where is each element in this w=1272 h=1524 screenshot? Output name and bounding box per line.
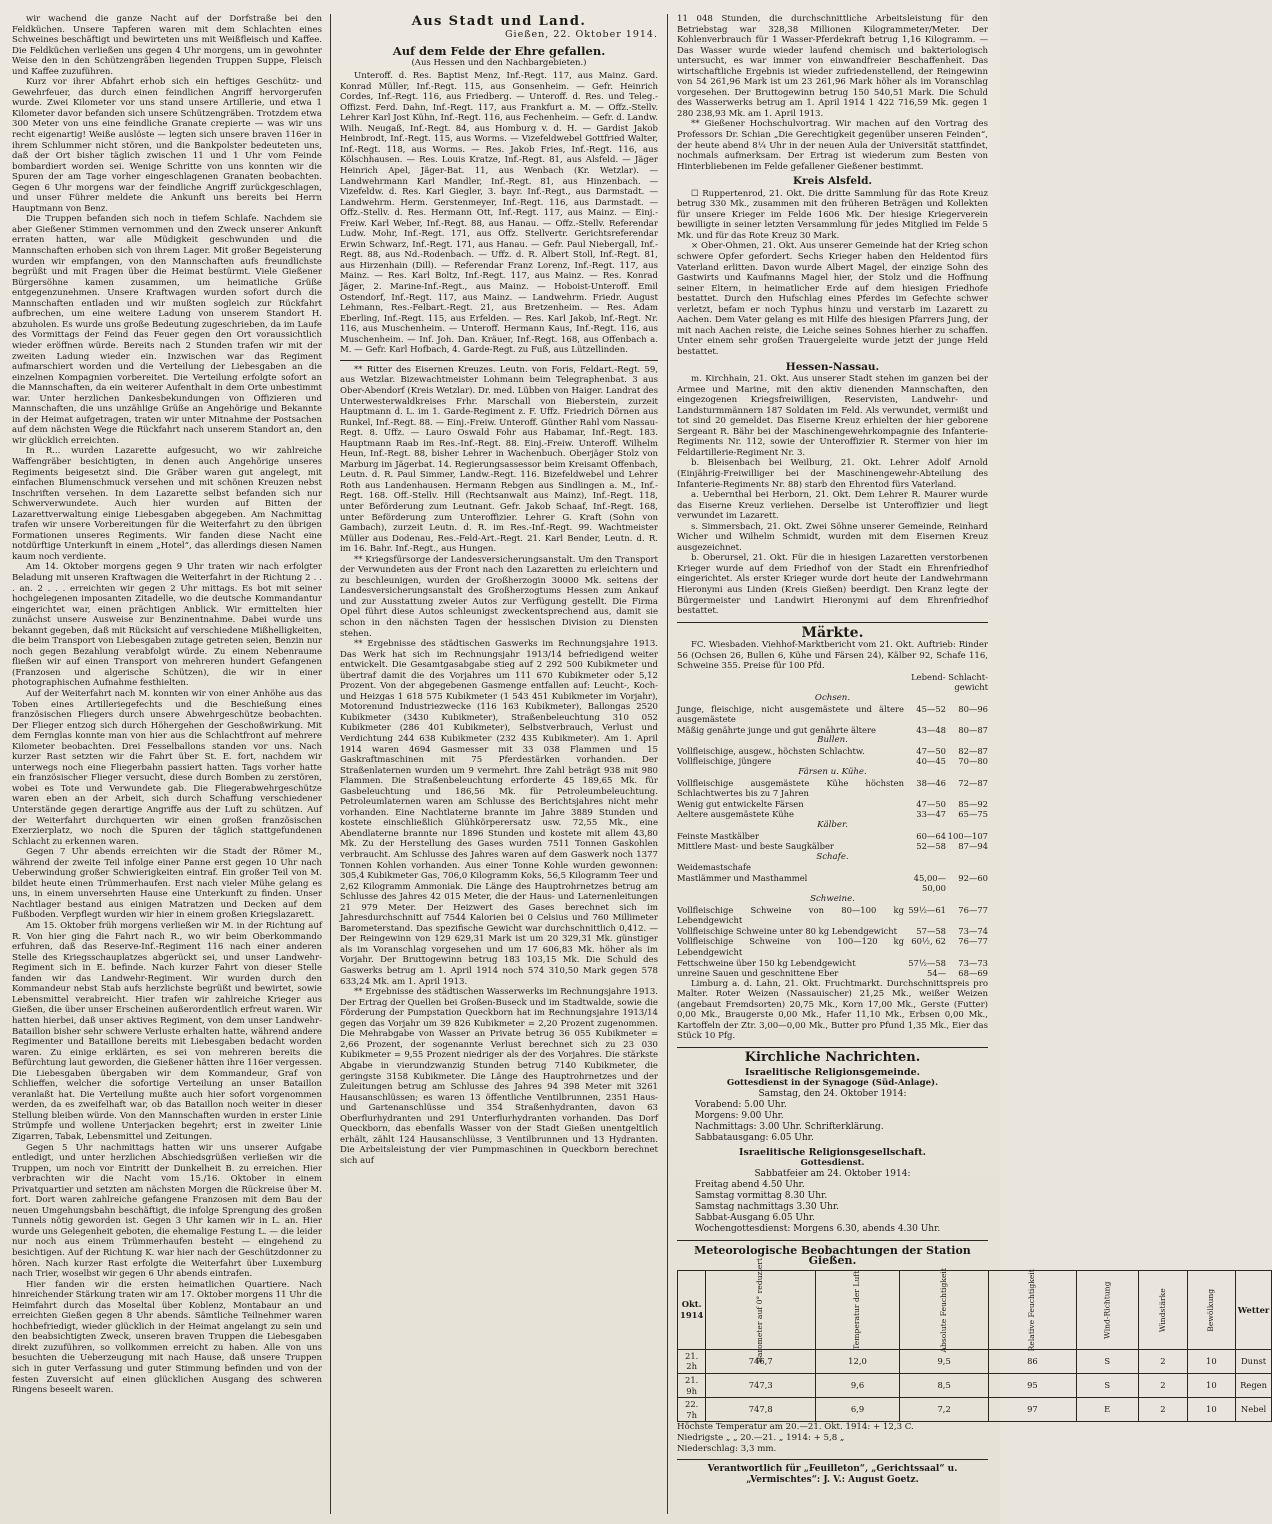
market-label: Vollfleischige Schweine unter 80 kg Lebendgewicht — [677, 925, 897, 936]
market-row — [677, 799, 988, 810]
market-label: Mittlere Mast- und beste Saugkälber — [677, 841, 834, 852]
weather-summary-line: Niederschlag: 3,3 mm. — [677, 1444, 777, 1455]
lecture-article: ** Gießener Hochschulvortrag. Wir machen auf den Vortrag des Professors Dr. Schian „Die Gerechtigkeit gegenüber unseren Feinden“, der heute abend 8¼ Uhr in der neuen Aula der Universität stattfindet, nochmals aufmerksam. Der Ertrag ist wiederum zum Besten von Hinterbliebenen im Felde gefallener Gießener bestimmt. — [677, 119, 988, 172]
service-time: Sabbat-Ausgang 6.05 Uhr. — [695, 1212, 815, 1223]
church-group-heading: Israelitische Religionsgemeinde. — [745, 1066, 920, 1078]
report-paragraph: Auf der Weiterfahrt nach M. konnten wir von einer Anhöhe aus das Toben eines Artilleriegefechts und die Beschießung eines französischen Fliegers durch unsere Abwehrgeschütze beobachten. Der Flieger entzog sich durch Höhergehen der Geschoßwirkung. Mit dem Fernglas konnte man von hier aus die Schlachtfront auf mehrere Kilometer beobachten. Drei Fesselballons standen vor uns. Nach kurzer Rast setzten wir die Fahrt über St. E. fort, nachdem wir unterwegs noch eine Fliegerbahn passiert hatten. Tags vorher hatte ein französischer Flieger versucht, diese durch Bomben zu zerstören, wobei es Tote und Verwundete gab. Die Fliegerabwehrgeschütze waren eben an der Arbeit, sich durch Schaffung verschiedener Unterstände gegen derartige Angriffe aus der Luft zu schützen. Auf der Weiterfahrt durchquerten wir einen großen französischen Exerzierplatz, wo noch die Spuren der täglich stattgefundenen Schlacht zu erkennen waren. — [12, 689, 322, 847]
market-row — [677, 936, 988, 957]
divider — [677, 1459, 988, 1460]
service-time: Vorabend: 5.00 Uhr. — [695, 1099, 787, 1110]
weather-cell: 21. 2h — [678, 1349, 706, 1373]
weather-column-header — [1235, 1270, 1272, 1349]
weather-header-label: Bewölkung — [1206, 1288, 1216, 1332]
market-label: Fettschweine über 150 kg Lebendgewicht — [677, 957, 856, 968]
weather-cell: 95 — [989, 1373, 1076, 1397]
market-live-price: 33—47 — [916, 809, 946, 820]
market-slaughter-price: 65—75 — [958, 809, 988, 820]
hessen-news — [677, 374, 988, 617]
weather-cell: 6,9 — [816, 1398, 900, 1422]
market-category: Schafe. — [816, 851, 849, 862]
market-label: Mäßig genährte junge und gut genährte ältere — [677, 724, 876, 735]
market-row — [677, 841, 988, 852]
local-news-item: b. Bleisenbach bei Weilburg, 21. Okt. Lehrer Adolf Arnold (Einjährig-Freiwilliger bei der Maschinengewehr-Abteilung des Infanterie-Regiments Nr. 88) starb den Ehrentod fürs Vaterland. — [677, 458, 988, 490]
church-group-sub: Gottesdienst. — [800, 1158, 865, 1169]
market-slaughter-price: 76—77 — [958, 936, 988, 947]
service-time: Morgens: 9.00 Uhr. — [695, 1110, 784, 1121]
markets-table — [677, 693, 988, 979]
weather-row — [678, 1398, 1272, 1422]
markets-col-header: Lebend- Schlacht- gewicht — [911, 671, 988, 693]
market-label: Vollfleischige, ausgew., höchsten Schlachtw. — [677, 745, 865, 756]
market-label: Junge, fleischige, nicht ausgemästete und ältere ausgemästete — [677, 703, 904, 725]
market-live-price: 47—50 — [916, 745, 946, 756]
market-slaughter-price: 68—69 — [958, 968, 988, 979]
weather-cell: 86 — [989, 1349, 1076, 1373]
weather-row — [678, 1349, 1272, 1373]
divider — [677, 1240, 988, 1241]
alsfeld-heading: Kreis Alsfeld. — [792, 175, 873, 188]
weather-title: Meteorologische Beobachtungen der Station Gießen. — [694, 1243, 971, 1268]
report-paragraph: Am 14. Oktober morgens gegen 9 Uhr traten wir nach erfolgter Beladung mit unseren Kraftwagen die Weiterfahrt in der Richtung 2 . . . an. 2 . . . erreichten wir gegen 2 Uhr mittags. Es bot mit seiner hochgelegenen imposanten Zitadelle, wo die deutsche Kommandantur eingerichtet war, einen prächtigen Anblick. Wir ermittelten hier zunächst unsere Ausweise zur Benzinentnahme. Dabei wurde uns bekannt gegeben, daß mit Rücksicht auf verschiedene Mißhelligkeiten, die beim Transport von Liebesgaben zutage getreten seien, Benzin nur noch gegen Bezahlung verabfolgt würde. Zu einem Nebenraume fließen wir auf einen Transport von mehreren hundert Gefangenen (Franzosen und algerische Schützen), die wir in einer photographischen Aufnahme festhielten. — [12, 562, 322, 689]
market-slaughter-price: 92—60 — [958, 872, 988, 883]
market-live-price: 60—64 — [916, 830, 946, 841]
service-time: Wochengottesdienst: Morgens 6.30, abends 4.30 Uhr. — [695, 1223, 941, 1234]
church-group-sub: Gottesdienst in der Synagoge (Süd-Anlage). — [726, 1078, 939, 1089]
limburg-market: Limburg a. d. Lahn, 21. Okt. Fruchtmarkt. Durchschnittspreis pro Malter. Roter Weizen (Nassauischer) 21,25 Mk., weißer Weizen (angebaut Fremdsorten) 20,75 Mk., Korn 17,00 Mk., Gerste (Futter) 0,00 Mk., Braugerste 0,00 Mk., Hafer 11,10 Mk., Erbsen 0,00 Mk., Kartoffeln der Ztr. 3,00—0,00 Mk., Butter pro Pfund 1,35 Mk., Eier das Stück 10 Pfg. — [677, 978, 988, 1042]
weather-cell: 7,2 — [899, 1398, 988, 1422]
market-label: unreine Sauen und geschnittene Eber — [677, 968, 839, 979]
report-paragraph: Gegen 5 Uhr nachmittags hatten wir uns unserer Aufgabe entledigt, und unter herzlichen Abschiedsgrüßen verließen wir die Truppen, um noch vor Eintritt der Dunkelheit B. zu erreichen. Hier verbrachten wir die Nacht vom 15./16. Oktober in einem Privatquartier und setzten am nächsten Morgen die Rückreise über M. fort. Dort waren zahlreiche gefangene Franzosen mit dem Bau der neuen Umgehungsbahn beschäftigt, die infolge Sprengung des großen Tunnels nötig geworden ist. Gegen 3 Uhr kamen wir in L. an. Hier wurde uns Gelegenheit geboten, die ehemalige Festung L. — die leider nur noch aus einem Trümmerhaufen besteht — eingehend zu besichtigen. Auf der Richtung K. war hier nach der Geschützdonner zu hören. Nach kurzer Rast erfolgte die Weiterfahrt über Luxemburg nach Trier, woselbst wir gegen 6 Uhr abends eintrafen. — [12, 1142, 322, 1280]
market-row — [677, 704, 988, 725]
report-paragraph: Kurz vor ihrer Abfahrt erhob sich ein heftiges Geschütz- und Gewehrfeuer, das durch einen feindlichen Angriff hervorgerufen wurde. Zwei Kilometer vor uns stand unsere Artillerie, und etwa 1 Kilometer davor befanden sich unsere Schützengräben. Trotzdem etwa 300 Meter von uns eine feindliche Granate crepierte — was wir uns recht eigenartig! Weiße auslöste — legten sich unsere braven 116er in ihrem Schlummer nicht stören, und die Bankpolster bedeuteten uns, daß der Ort bisher täglich zwischen 11 und 1 Uhr vom Feinde bombardiert worden sei. Wenige Schritte von uns konnten wir die Spuren der am Tage vorher eingeschlagenen Granaten beobachten. Gegen 6 Uhr morgens war der feindliche Angriff zurückgeschlagen, und unser Führer meldete die Ankunft uns bereits bei Herrn Hauptmann von Benz. — [12, 77, 322, 214]
market-slaughter-price: 76—77 — [958, 904, 988, 915]
local-news-item: s. Simmersbach, 21. Okt. Zwei Söhne unserer Gemeinde, Reinhard Wicher und Wilhelm Schmidt, wurden mit dem Eisernen Kreuz ausgezeichnet. — [677, 521, 988, 553]
weather-column-header — [678, 1270, 706, 1349]
weather-cell: Regen — [1235, 1373, 1272, 1397]
divider — [677, 622, 988, 623]
waterworks-article: ** Ergebnisse des städtischen Wasserwerks im Rechnungsjahre 1913. Der Ertrag der Quellen bei Großen-Buseck und im Stadtwalde, sowie die Förderung der Pumpstation Queckborn hat im Rechnungsjahre 1913/14 gegen das Vorjahr um 39 826 Kubikmeter = 2,20 Prozent zugenommen. Die Mehrabgabe von Wasser an Private betrug 36 055 Kubikmeter = 2,66 Prozent, der sogenannte Verlust berechnet sich zu 23 030 Kubikmeter = 9,55 Prozent niedriger als der des Vorjahres. Die stärkste Abgabe in vierundzwanzig Stunden betrug 7140 Kubikmeter, die geringste 3158 Kubikmeter. Die Länge des Hauptrohrnetzes und der Zuleitungen betrug am Schlusse des Jahres 94 398 Meter mit 3261 Hausanschlüssen; es waren 13 öffentliche Ventilbrunnen, 2351 Haus- und Gartenanschlüsse und 354 Straßenhydranten, davon 63 Oberflurhydranten und 291 Unterflurhydranten vorhanden. Das Dorf Queckborn, das ebenfalls Wasser von der Stadt Gießen unentgeltlich erhält, zählt 124 Hausanschlüsse, 3 Ventilbrunnen und 13 Hydranten. Die Arbeitsleistung der vier Pumpmaschinen in Queckborn berechnet sich auf — [340, 987, 658, 1166]
weather-column-header — [816, 1270, 900, 1349]
weather-header-label: Wetter — [1237, 1304, 1270, 1315]
weather-cell: 21. 9h — [678, 1373, 706, 1397]
weather-header-label: Okt. 1914 — [680, 1299, 704, 1320]
weather-table — [677, 1257, 1272, 1422]
market-slaughter-price — [946, 862, 988, 873]
local-news-item: ☐ Ruppertenrod, 21. Okt. Die dritte Sammlung für das Rote Kreuz betrug 330 Mk., zusammen mit den früheren Beträgen und Kollekten für unsere Krieger im Felde 1606 Mk. Der hiesige Kriegerverein bewilligte in seiner letzten Versammlung für jedes Mitglied im Felde 5 Mk. und für das Rote Kreuz 30 Mark. — [677, 188, 988, 241]
market-live-price: 43—48 — [916, 724, 946, 735]
weather-cell: 2 — [1138, 1373, 1187, 1397]
market-row — [677, 926, 988, 937]
markets-col-headers — [677, 672, 988, 693]
weather-header-label: Wind-Richtung — [1101, 1281, 1111, 1340]
report-paragraph: wir wachend die ganze Nacht auf der Dorfstraße bei den Feldküchen. Unsere Tapferen waren mit dem Schlachten eines Schweines beschäftigt und bewirteten uns mit Weißfleisch und Kaffee. Die Feldküchen verließen uns gegen 4 Uhr morgens, um in gewohnter Weise den in den Schützengräben liegenden Truppen Suppe, Fleisch und Kaffee zuzuführen. — [12, 14, 322, 77]
weather-summary — [677, 1422, 988, 1455]
market-live-price: 40—45 — [916, 756, 946, 767]
market-label: Mastlämmer und Masthammel — [677, 872, 808, 883]
service-time: Samstag nachmittags 3.30 Uhr. — [695, 1201, 839, 1212]
weather-column-header — [899, 1268, 988, 1353]
market-live-price — [904, 862, 946, 873]
gasworks-article: ** Ergebnisse des städtischen Gaswerks im Rechnungsjahre 1913. Das Werk hat sich im Rechnungsjahr 1913/14 befriedigend weiter entwickelt. Die Gesamtgasabgabe stieg auf 2 292 500 Kubikmeter und übertraf damit die des Vorjahres um 111 670 Kubikmeter oder 5,12 Prozent. Von der abgegebenen Gasmenge entfallen auf: Leucht-, Koch- und Heizgas 1 618 575 Kubikmeter (1 543 451 Kubikmeter im Vorjahr), Motorenund Industriezwecke (116 163 Kubikmeter), Ballongas 2520 Kubikmeter (3430 Kubikmeter), Straßenbeleuchtung 310 052 Kubikmeter (286 401 Kubikmeter), Selbstverbrauch, Verlust und Verdichtung 244 638 Kubikmeter (232 435 Kubikmeter). Am 1. April 1914 waren 4694 Gasmesser mit 33 038 Flammen und 15 Gaskraftmaschinen mit 75 Pferdestärken vorhanden. Der Straßenlaternen wurden um 9 vermehrt. Ihre Zahl beträgt 938 mit 980 Flammen. Die Straßenbeleuchtung erforderte 45 189,65 Mk. für Gasbeleuchtung und 186,56 Mk. für Petroleumbeleuchtung. Petroleumlaternen waren am Schlusse des Berichtsjahres nicht mehr vorhanden. Eine Nachtlaterne brannte im Jahre 3889 Stunden und kostete einschließlich Glühkörperersatz usw. 72,55 Mk., eine Abendlaterne brannte nur 1896 Stunden und kostete mit allem 43,80 Mk. Zu der Herstellung des Gases wurden 7511 Tonnen Gaskohlen verbraucht. Am Schlusse des Jahres waren auf dem Gaswerk noch 1377 Tonnen Kohlen vorhanden. Aus einer Tonne Kohle wurden gewonnen: 305,4 Kubikmeter Gas, 706,0 Kilogramm Koks, 56,5 Kilogramm Teer und 2,62 Kilogramm Ammoniak. Die Länge des Hauptrohrnetzes betrug am Schlusse des Jahres 42 015 Meter, die der Haus- und Laternenleitungen 21 979 Meter. Der Heizwert des Gases berechnet sich im Jahresdurchschnitt auf 7544 Kalorien bei 0 Celsius und 760 Millimeter Barometerstand. Das spezifische Gewicht war durchschnittlich 0,412. — Der Reingewinn von 129 629,31 Mark ist um 20 329,31 Mk. günstiger als im Voranschlag vorgesehen und um 17 606,83 Mk. höher als im Vorjahr. Der Bruttogewinn betrug 183 103,15 Mk. Die Schuld des Gaswerks betrug am 1. April 1914 noch 574 310,50 Mark gegen 578 633,24 Mk. am 1. April 1913. — [340, 639, 658, 987]
market-slaughter-price: 70—80 — [958, 756, 988, 767]
report-paragraph: Am 15. Oktober früh morgens verließen wir M. in der Richtung auf R. Von hier ging die Fahrt nach R., wo wir beim Oberkommando erfuhren, daß das Reserve-Inf.-Regiment 116 nach einer anderen Stelle des Kriegsschauplatzes abgerückt sei, und unser Landwehr-Regiment sich in E. befinde. Nach kurzer Fahrt von dieser Stelle fanden wir das Landwehr-Regiment. Wir wurden durch den Kommandeur nebst Stab aufs herzlichste begrüßt und bewirtet, sowie Lebensmittel verabreicht. Hier trafen wir zahlreiche Krieger aus Gießen, die über unser Erscheinen außerordentlich erfreut waren. Wir hatten hierbei, daß unser aktives Regiment, von dem unser Landwehr-Bataillon bisher sehr schwere Verluste erhalten hatte, während andere Regimenter und Bataillone bereits mit Liebesgaben bedacht worden waren. Zu einige erklärten, es sei von mehreren bereits die Befürchtung laut geworden, die Gießener hätten ihre 116er vergessen. Die Liebesgaben übergaben wir dem Kommandeur, Graf von Schlieffen, welcher die sofortige Verteilung an unser Bataillon veranlaßt hat. Die Verteilung mußte auch hier sofort vorgenommen werden, da es zweifelhaft war, ob das Bataillon noch weiter in dieser Stellung bleiben würde. Von den Mannschaften wurden in erster Linie Strümpfe und wollene Unterjacken begehrt; erst in zweiter Linie Zigarren, Tabak, Lebensmittel und Zeitungen. — [12, 921, 322, 1142]
weather-header-label: Temperatur der Luft — [852, 1270, 862, 1350]
market-category: Bullen. — [817, 735, 848, 746]
market-row — [677, 862, 988, 873]
fallen-title: Auf dem Felde der Ehre gefallen. — [392, 43, 606, 58]
market-slaughter-price: 80—96 — [958, 703, 988, 714]
market-live-price: 54— — [926, 968, 946, 979]
market-row — [677, 905, 988, 926]
weather-header-label: Windstärke — [1157, 1288, 1167, 1333]
local-news-item: b. Oberursel, 21. Okt. Für die in hiesigen Lazaretten verstorbenen Krieger wurde auf dem Friedhof von der Stadt ein Ehrenfriedhof eingerichtet. Als erster Krieger wurde dort heute der Landwehrmann Hieronymi aus Linden (Kreis Gießen) beerdigt. Den Kranz legte der Bürgermeister und Landwirt Hieronymi auf dem Ehrenfriedhof bestattet. — [677, 553, 988, 617]
market-label: Aeltere ausgemästete Kühe — [677, 809, 794, 820]
market-row — [677, 756, 988, 767]
market-row — [677, 873, 988, 894]
market-category: Ochsen. — [814, 693, 851, 703]
column-middle — [330, 14, 668, 1514]
market-row — [677, 778, 988, 799]
iron-cross-article: ** Ritter des Eisernen Kreuzes. Leutn. von Foris, Feldart.-Regt. 59, aus Wetzlar. Bizewachtmeister Lohmann beim Telegraphenbat. 3 aus Ober-Abendorf (Kreis Wetzlar). Dr. med. Lübben von Haiger. Landrat des Unterwesterwaldkreises Frhr. Marschall von Bieberstein, zurzeit Hauptmann d. L. im 1. Garde-Regiment z. F. Uffz. Friedrich Dörnen aus Runkel, Inf.-Regt. 88. — Einj.-Freiw. Unteroff. Günther Rahl vom Nassau-Regt. 8. Uffz. — Lauro Oswald Fohr aus Habamar, Inf.-Regt. 183. Hauptmann Raab im Res.-Inf.-Regt. 88. Einj.-Freiw. Unteroff. Wilhelm Heun, Inf.-Regt. 88, bisher Lehrer in Wachenbuch. Oberjäger Stolz von Marburg im Jägerbat. 14. Regierungsassessor beim Kreisamt Offenbach, Leutn. d. R. Paul Simmer, Landw.-Regt. 116. Bizefeldwebel und Lehrer Roth aus Landenhausen. Hermann Rebgen aus Sindlingen a. M., Inf.-Regt. 168. Off.-Stellv. Hill (Rechtsanwalt aus Mainz), Inf.-Regt. 118, unter Beförderung zum Leutnant. Gefr. Jakob Schaaf, Inf.-Regt. 168, unter Beförderung zum Unteroffizier. Lehrer G. Kraft (Sohn von Gambach), zurzeit Leutn. d. R. im Res.-Inf.-Regt. 99. Wachtmeister Müller aus Dodenau, Res.-Feld-Art.-Regt. 21. Karl Bender, Leutn. d. R. im 16. Bahr. Inf.-Regt., aus Hungen. — [340, 364, 658, 555]
weather-column-header — [989, 1269, 1076, 1352]
weather-cell: 22. 7h — [678, 1398, 706, 1422]
church-title: Kirchliche Nachrichten. — [744, 1050, 921, 1066]
report-paragraph: Die Truppen befanden sich noch in tiefem Schlafe. Nachdem sie aber Gießener Stimmen vernommen und den Zweck unserer Ankunft erraten hatten, war alle Müdigkeit geschwunden und die Mannschaften erhoben sich von ihrem Lager. Mit großer Begeisterung wurden wir empfangen, von den Mannschaften aufs freundlichste begrüßt und mit Fragen über die Heimat bestürmt. Viele Gießener Bürgersöhne kamen zusammen, um heimatliche Grüße entgegenzunehmen. Unsere Kraftwagen wurden sofort durch die Mannschaften entladen und wir mußten sogleich zur Rückfahrt aufbrechen, um eine weitere Ladung von unserem Standort H. abzuholen. Es wurde uns große Bedeutung zugeschrieben, da im Laufe des Vormittags der Feind das Feuer gegen den Ort voraussichtlich wieder eröffnen würde. Bereits nach 2 Stunden trafen wir mit der zweiten Ladung wieder ein. Inzwischen war das Regiment aufmarschiert worden und die Verteilung der Liebesgaben an die einzelnen Kompagnien vorbereitet. Die Verteilung erfolgte sofort an die Mannschaften, da ein weiterer Aufenthalt in dem Orte unbestimmt war. Unter herzlichen Dankesbekundungen von Offizieren und Mannschaften, die uns unzählige Grüße an Angehörige und Bekannte in der Heimat aufgetragen, traten wir unter Mitnahme der Postsachen auf dem nächsten Wege die Rückfahrt nach unserem Standort an, den wir glücklich erreichten. — [12, 214, 322, 446]
weather-cell: 746,7 — [706, 1349, 816, 1373]
market-label: Vollfleischige ausgemästete Kühe höchsten Schlachtwertes bis zu 7 Jahren — [677, 777, 904, 799]
church-news — [677, 1068, 988, 1235]
weather-row — [678, 1373, 1272, 1397]
section-title: Aus Stadt und Land. — [411, 14, 587, 29]
market-row — [677, 958, 988, 969]
market-slaughter-price: 72—87 — [958, 777, 988, 788]
column-right — [668, 14, 1270, 1514]
market-category: Kälber. — [817, 819, 848, 830]
market-category: Schweine. — [810, 894, 855, 905]
weather-header-label: Barometer auf 0° reduziert — [755, 1257, 765, 1363]
market-row — [677, 968, 988, 979]
local-news-item: × Ober-Ohmen, 21. Okt. Aus unserer Gemeinde hat der Krieg schon schwere Opfer gefordert. Sechs Krieger haben den Heldentod fürs Vaterland erlitten. Davon wurde Albert Magel, der einzige Sohn des Gastwirts und Kaufmanns Magel hier, der Stolz und die Hoffnung seiner Eltern, in heimatlicher Erde auf dem hiesigen Friedhofe bestattet. Durch den Hufschlag eines Pferdes im Gefechte schwer verletzt, befam er noch Typhus hinzu und verstarb im Lazarett zu Aachen. Dem Vater gelang es mit Hilfe des hiesigen Pfarrers Jung, der mit nach Aachen reiste, die Leiche seines Sohnes hierher zu schaffen. Unter einem sehr großen Trauergeleite wurde jetzt der junge Held bestattet. — [677, 241, 988, 357]
market-label: Weidemastschafe — [677, 862, 751, 873]
service-time: Sabbatausgang: 6.05 Uhr. — [695, 1132, 814, 1143]
weather-cell: S — [1076, 1373, 1138, 1397]
weather-cell: 9,5 — [899, 1349, 988, 1373]
weather-cell: 2 — [1138, 1349, 1187, 1373]
market-label: Feinste Mastkälber — [677, 830, 759, 841]
market-live-price: 47—50 — [916, 798, 946, 809]
weather-cell: Dunst — [1235, 1349, 1272, 1373]
weather-cell: 747,8 — [706, 1398, 816, 1422]
market-label: Vollfleischige, jüngere — [677, 756, 772, 767]
alsfeld-news — [677, 189, 988, 358]
weather-cell: 97 — [989, 1398, 1076, 1422]
market-row — [677, 725, 988, 736]
market-live-price: 60½, 62 — [911, 936, 946, 947]
local-news-item: a. Uebernthal bei Herborn, 21. Okt. Dem Lehrer R. Maurer wurde das Eiserne Kreuz verliehen. Derselbe ist Unteroffizier und liegt verwundet im Lazarett. — [677, 490, 988, 522]
market-category: Färsen u. Kühe. — [798, 767, 867, 778]
service-time: Nachmittags: 3.00 Uhr. Schrifterklärung. — [695, 1121, 884, 1132]
market-live-price: 59½—61 — [908, 904, 946, 915]
dateline: Gießen, 22. Oktober 1914. — [504, 29, 658, 40]
weather-header-label: Relative Feuchtigkeit — [1027, 1269, 1037, 1352]
market-live-price: 45—52 — [916, 703, 946, 714]
weather-cell: 2 — [1138, 1398, 1187, 1422]
weather-summary-line: Höchste Temperatur am 20.—21. Okt. 1914: + 12,3 C. — [677, 1422, 914, 1433]
market-live-price: 52—58 — [916, 841, 946, 852]
hessen-heading: Hessen-Nassau. — [785, 360, 880, 373]
market-slaughter-price: 73—74 — [958, 925, 988, 936]
divider — [340, 360, 658, 361]
report-paragraph: In R... wurden Lazarette aufgesucht, wo wir zahlreiche Waffengräber besichtigten, in denen auch Angehörige unseres Regiments beigesetzt sind. Die Gräber waren gut angelegt, mit einfachen Blumenschmuck versehen und mit schönen Kreuzen nebst Inschriften versehen. In dem Lazarette selbst befanden sich nur Schwerverwundete. Auch hier wurden auf Bitten der Lazarettverwaltung einige Liebesgaben abgegeben. Am Nachmittag trafen wir unsere Vorbereitungen für die Weiterfahrt zu den übrigen Formationen unseres Regiments. Wir fanden diese Nacht eine notdürftige Unterkunft in einem „Hotel“, das allerdings diesen Namen kaum noch verdiente. — [12, 446, 322, 562]
market-slaughter-price: 80—87 — [958, 724, 988, 735]
church-date: Sabbatfeier am 24. Oktober 1914: — [754, 1168, 911, 1179]
weather-summary-line: Niedrigste „ „ 20.—21. „ 1914: + 5,8 „ — [677, 1433, 845, 1444]
weather-cell: 12,0 — [816, 1349, 900, 1373]
market-slaughter-price: 73—73 — [958, 957, 988, 968]
market-live-price: 38—46 — [916, 777, 946, 788]
divider — [677, 1047, 988, 1048]
market-row — [677, 831, 988, 842]
report-paragraph: Hier fanden wir die ersten heimatlichen Quartiere. Nach hinreichender Stärkung traten wir am 17. Oktober morgens 11 Uhr die Heimfahrt durch das Moseltal über Koblenz, Montabaur an und erreichten Gießen gegen 8 Uhr abends. Sämtliche Teilnehmer waren hochbefriedigt, wieder glücklich in der Heimat angelangt zu sein und den beabsichtigten Zweck, unseren braven Truppen die Liebesgaben direkt zuzuführen, so vollkommen erreicht zu haben. Alle von uns besuchten die Ueberzeugung mit nach Hause, daß unsere Truppen sich in guter Verfassung und guter Stimmung befinden und von der festen Zuversicht auf einen glücklichen Ausgang des schweren Ringens beseelt waren. — [12, 1279, 322, 1396]
report-paragraph: Gegen 7 Uhr abends erreichten wir die Stadt der Römer M., während der zweite Teil infolge einer Panne erst gegen 10 Uhr nach Ueberwindung großer Schwierigkeiten eintraf. Ein großer Teil von M. bildet heute einen Trümmerhaufen. Erst nach vieler Mühe gelang es uns, in einem unversehrten Hause eine Unterkunft zu finden. Unser Nachtlager bestand aus einigen Matratzen und Decken auf dem Fußboden. Verpflegt wurden wir hier in einem großen Kriegslazarett. — [12, 847, 322, 921]
weather-cell: 10 — [1187, 1398, 1235, 1422]
weather-cell: 8,5 — [899, 1373, 988, 1397]
local-news-item: m. Kirchhain, 21. Okt. Aus unserer Stadt stehen im ganzen bei der Armee und Marine, mit den aktiv dienenden Mannschaften, den eingezogenen Kriegsfreiwilligen, Reservisten, Landwehr- und Landsturmmännern 187 Soldaten im Feld. Als verwundet, vermißt und tot sind 20 gemeldet. Das Eiserne Kreuz erhielten der hier geborene Sergeant R. Bähr bei der Maschinengewehrkompagnie des Infanterie-Regiments Nr. 112, sowie der Unteroffizier R. Stermer von hier im Feldartillerie-Regiment Nr. 3. — [677, 374, 988, 458]
column-left — [12, 14, 330, 1514]
weather-column-header — [1138, 1270, 1187, 1349]
market-label: Wenig gut entwickelte Färsen — [677, 798, 804, 809]
waterworks-continued: 11 048 Stunden, die durchschnittliche Arbeitsleistung für den Betriebstag war 328,38 Millionen Kilogrammeter/Meter. Der Kohlenverbrauch für 1 Wasser-Pferdekraft betrug 1,16 Kilogramm. — Das Wasser wurde wieder laufend chemisch und bakteriologisch untersucht, es war immer von einwandfreier Beschaffenheit. Das wirtschaftliche Ergebnis ist wieder zufriedenstellend, der Reingewinn von 54 261,96 Mark ist um 23 261,96 Mark höher als im Voranschlag vorgesehen. Der Bruttogewinn betrug 150 540,51 Mark. Die Schuld des Wasserwerks betrug am 1. April 1914 1 422 716,59 Mk. gegen 1 280 238,93 Mk. am 1. April 1913. — [677, 14, 988, 119]
market-slaughter-price: 82—87 — [958, 745, 988, 756]
market-live-price: 45,00—50,00 — [913, 872, 946, 894]
weather-cell: Nebel — [1235, 1398, 1272, 1422]
weather-cell: 747,3 — [706, 1373, 816, 1397]
report-text — [12, 14, 322, 1396]
weather-cell: S — [1076, 1349, 1138, 1373]
weather-column-header — [1187, 1270, 1235, 1349]
fallen-list: Unteroff. d. Res. Baptist Menz, Inf.-Regt. 117, aus Mainz. Gard. Konrad Müller, Inf.-Regt. 115, aus Gonsenheim. — Gefr. Heinrich Cordes, Inf.-Regt. 116, aus Friedberg. — Unteroff. d. Res. und Teleg.-Offizst. Ferd. Dahn, Inf.-Regt. 117, aus Frankfurt a. M. — Offz.-Stellv. Lehrer Karl Jost Kühn, Inf.-Regt. 116, aus Fechenheim. — Gefr. d. Landw. Wilh. Neugaß, Inf.-Regt. 84, aus Homburg v. d. H. — Gardist Jakob Heinbrodt, Inf.-Regt. 115, aus Worms. — Vizefeldwebel Gottfried Walter, Inf.-Regt. 118, aus Worms. — Res. Jakob Fries, Inf.-Regt. 116, aus Kölschhausen. — Res. Louis Kratze, Inf.-Regt. 81, aus Alsfeld. — Jäger Heinrich Apel, Jäger-Bat. 11, aus Wenbach (Kr. Wetzlar). — Landwehrmann Karl Mandler, Inf.-Regt. 81, aus Hinzenbach. — Vizefeldw. d. Res. Karl Giegler, 3. bayr. Inf.-Regt., aus Darmstadt. — Landwehrm. Herm. Gerstenmeyer, Inf.-Regt. 116, aus Darmstadt. — Offz.-Stellv. d. Res. Hermann Ott, Inf.-Regt. 117, aus Mainz. — Einj.-Freiw. Karl Weber, Inf.-Regt. 88, aus Hanau. — Offz.-Stellv. Referendar Ludw. Mohr, Inf.-Regt. 171, aus Offz. Stellvertr. Gerichtsreferendar Erwin Schwarz, Inf.-Regt. 171, aus Hanau. — Gefr. Paul Niebergall, Inf.-Regt. 88, aus Nd.-Rodenbach. — Uffz. d. R. Albert Stoll, Inf.-Regt. 81, aus Hirzenhain (Dill). — Referendar Franz Lorenz, Inf.-Regt. 117, aus Mainz. — Res. Karl Boltz, Inf.-Regt. 117, aus Mainz. — Res. Konrad Jäger, 2. Marine-Inf.-Regt., aus Mainz. — Hoboist-Unteroff. Emil Ostendorf, Inf.-Regt. 117, aus Mainz. — Landwehrm. Friedr. August Lehmann, Res.-Felbart.-Regt. 21, aus Bretzenheim. — Res. Adam Eberling, Inf.-Regt. 115, aus Erfelden. — Res. Karl Jakob, Inf.-Regt. Nr. 116, aus Muschenheim. — Unteroff. Hermann Kaus, Inf.-Regt. 116, aus Muschenheim. — Inf. Joh. Dan. Kräuer, Inf.-Regt. 168, aus Offenbach a. M. — Gefr. Karl Hofbach, 4. Garde-Regt. zu Fuß, aus Lützellinden. — [340, 71, 658, 356]
weather-cell: 10 — [1187, 1373, 1235, 1397]
weather-cell: E — [1076, 1398, 1138, 1422]
weather-cell: 9,6 — [816, 1373, 900, 1397]
market-live-price: 57—58 — [916, 925, 946, 936]
markets-title: Märkte. — [801, 624, 864, 641]
market-label: Vollfleischige Schweine von 80—100 kg Lebendgewicht — [677, 904, 904, 926]
church-group-heading: Israelitische Religionsgesellschaft. — [739, 1146, 926, 1158]
service-time: Freitag abend 4.50 Uhr. — [695, 1179, 805, 1190]
market-live-price: 57½—58 — [908, 957, 946, 968]
market-slaughter-price: 87—94 — [958, 841, 988, 852]
market-slaughter-price: 85—92 — [958, 798, 988, 809]
weather-column-header — [1076, 1270, 1138, 1349]
weather-cell: 10 — [1187, 1349, 1235, 1373]
fallen-note: (Aus Hessen und den Nachbargebieten.) — [411, 57, 587, 68]
editor-note: Verantwortlich für „Feuilleton“, „Gerichtssaal“ u. „Vermischtes“: J. V.: August Goetz. — [707, 1464, 958, 1486]
weather-header-label: Absolute Feuchtigkeit — [938, 1268, 948, 1353]
markets-intro: FC. Wiesbaden. Viehhof-Marktbericht vom 21. Okt. Auftrieb: Rinder 56 (Ochsen 26, Bullen 6, Kühe und Färsen 24), Kälber 92, Schafe 116, Schweine 355. Preise für 100 Pfd. — [677, 640, 988, 672]
church-date: Samstag, den 24. Oktober 1914: — [758, 1088, 907, 1099]
war-welfare-article: ** Kriegsfürsorge der Landesversicherungsanstalt. Um den Transport der Verwundeten aus der Front nach den Lazaretten zu erleichtern und zu beschleunigen, wurden der Großherzogin 30000 Mk. seitens der Landesversicherungsanstalt des Großherzogtums Hessen zum Ankauf und zur Ausstattung zweier Autos zur Verfügung gestellt. Die Firma Opel führt diese Autos schleunigst zweckentsprechend aus, damit sie schon in den nächsten Tagen der hessischen Division zu Diensten stehen. — [340, 554, 658, 639]
market-row — [677, 809, 988, 820]
service-time: Samstag vormittag 8.30 Uhr. — [695, 1190, 828, 1201]
market-row — [677, 746, 988, 757]
market-label: Vollfleischige Schweine von 100—120 kg Lebendgewicht — [677, 936, 904, 957]
market-slaughter-price: 100—107 — [947, 830, 988, 841]
